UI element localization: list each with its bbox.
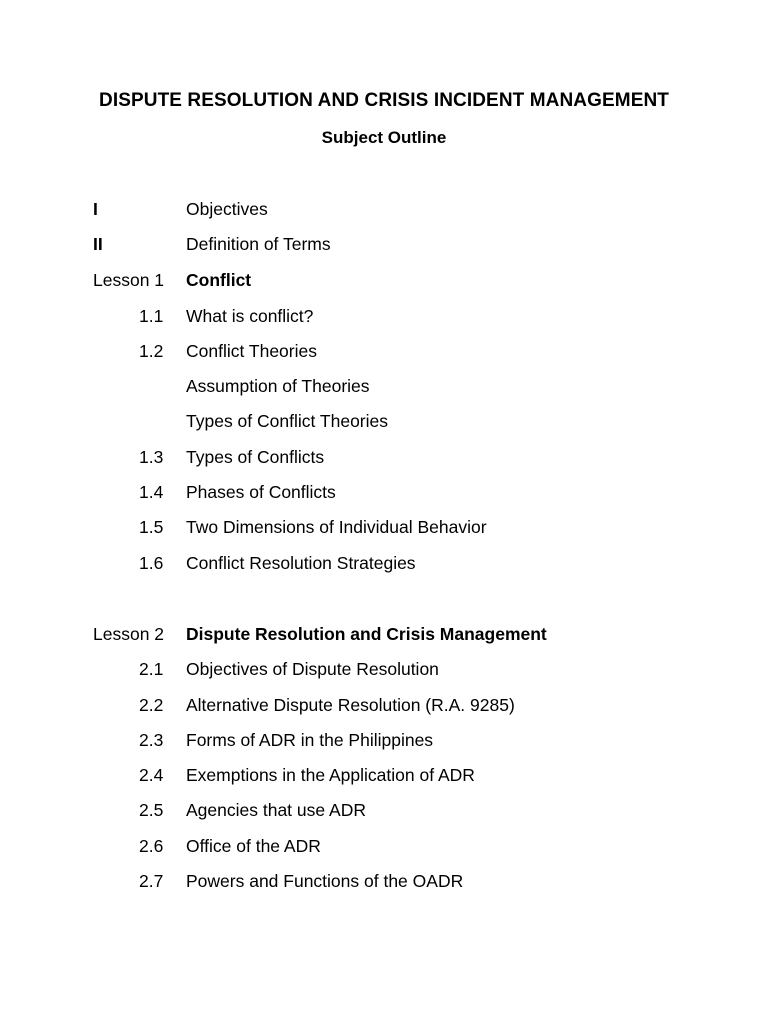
- outline-item: [0, 551, 768, 575]
- lesson-title: Conflict: [186, 270, 252, 290]
- outline-item-text: Forms of ADR in the Philippines: [186, 730, 434, 750]
- outline-item: [0, 693, 768, 717]
- outline-item: [0, 445, 768, 469]
- outline-item-label: II: [93, 234, 103, 254]
- outline-item: [0, 657, 768, 681]
- outline-item-text: Objectives of Dispute Resolution: [186, 659, 439, 679]
- lesson-heading: [0, 622, 768, 646]
- outline-item-text: Office of the ADR: [186, 836, 321, 856]
- outline-item: [0, 480, 768, 504]
- lesson-label: Lesson 2: [93, 624, 165, 644]
- outline-item-text: Definition of Terms: [186, 234, 331, 254]
- outline-item-number: 1.1: [139, 306, 164, 326]
- outline-item-text: Types of Conflict Theories: [186, 411, 388, 431]
- outline-item: [0, 515, 768, 539]
- outline-item-number: 2.5: [139, 800, 164, 820]
- outline-item-number: 1.4: [139, 482, 164, 502]
- outline-item: [0, 728, 768, 752]
- outline-item-number: 1.5: [139, 517, 164, 537]
- outline-item: [0, 232, 768, 256]
- outline-item: [0, 304, 768, 328]
- outline-item: [0, 339, 768, 363]
- outline-subitem: [0, 374, 768, 398]
- outline-item-number: 1.3: [139, 447, 164, 467]
- outline-item-text: Types of Conflicts: [186, 447, 325, 467]
- outline-item: [0, 197, 768, 221]
- outline-item: [0, 798, 768, 822]
- outline-subitem: [0, 409, 768, 433]
- outline-item-number: 2.3: [139, 730, 164, 750]
- outline-item-label: I: [93, 199, 98, 219]
- outline-item: [0, 869, 768, 893]
- outline-item-text: Conflict Theories: [186, 341, 317, 361]
- outline-item: [0, 834, 768, 858]
- outline-item: [0, 763, 768, 787]
- outline-item-text: Objectives: [186, 199, 268, 219]
- lesson-heading: [0, 268, 768, 292]
- outline-item-text: Agencies that use ADR: [186, 800, 366, 820]
- outline-item-text: Assumption of Theories: [186, 376, 370, 396]
- outline-item-number: 2.7: [139, 871, 164, 891]
- outline-item-text: Conflict Resolution Strategies: [186, 553, 416, 573]
- lesson-label: Lesson 1: [93, 270, 165, 290]
- lesson-title: Dispute Resolution and Crisis Management: [186, 624, 547, 644]
- outline-item-number: 2.1: [139, 659, 164, 679]
- outline-item-text: What is conflict?: [186, 306, 314, 326]
- outline-item-number: 1.2: [139, 341, 164, 361]
- outline-item-text: Alternative Dispute Resolution (R.A. 9285): [186, 695, 515, 715]
- outline-item-text: Exemptions in the Application of ADR: [186, 765, 475, 785]
- outline-item-text: Powers and Functions of the OADR: [186, 871, 464, 891]
- outline-item-text: Two Dimensions of Individual Behavior: [186, 517, 487, 537]
- outline-item-number: 2.2: [139, 695, 164, 715]
- outline-item-number: 1.6: [139, 553, 164, 573]
- outline-item-number: 2.6: [139, 836, 164, 856]
- outline-item-number: 2.4: [139, 765, 164, 785]
- document-title: DISPUTE RESOLUTION AND CRISIS INCIDENT MANAGEMENT: [99, 90, 669, 111]
- document-subtitle: Subject Outline: [321, 128, 447, 147]
- outline-item-text: Phases of Conflicts: [186, 482, 336, 502]
